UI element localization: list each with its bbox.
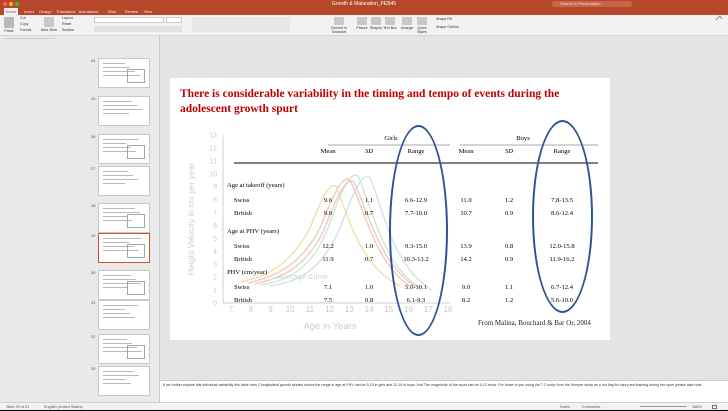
tab-design[interactable]: Design	[39, 9, 52, 14]
status-bar	[0, 402, 728, 410]
table-cell: 13.9	[460, 243, 472, 250]
slide-preview[interactable]	[98, 233, 150, 263]
picture-icon[interactable]	[357, 17, 367, 25]
table-cell: 1.1	[364, 197, 374, 204]
slide-preview[interactable]	[98, 300, 150, 330]
graph-y-tick: 1	[213, 287, 217, 295]
graph-y-tick: 6	[213, 222, 217, 230]
table-cell: 12.0-15.8	[549, 243, 575, 250]
table-cell: 11.9-16.2	[549, 256, 575, 263]
arrange-button[interactable]: Arrange	[400, 26, 414, 30]
picture-button[interactable]: Picture	[356, 26, 368, 30]
table-cell: 1.1	[504, 284, 514, 291]
table-cell: 0.7	[364, 210, 374, 217]
slide-number: 29	[91, 233, 96, 238]
table-cell: 0.9	[504, 210, 514, 217]
title-bar	[0, 0, 728, 8]
font-style-buttons[interactable]	[94, 26, 182, 32]
language-indicator[interactable]: English (United States)	[44, 405, 83, 409]
text-box-icon[interactable]	[385, 17, 395, 25]
graph-y-tick: 7	[213, 210, 217, 218]
group-header-boys: Boys	[516, 135, 530, 142]
paragraph-buttons[interactable]	[192, 17, 290, 32]
graph-y-tick: 4	[213, 248, 217, 256]
column-header: Range	[407, 148, 425, 155]
table-row-label: Swiss	[234, 243, 250, 250]
table-cell: 0.7	[364, 256, 374, 263]
convert-smartart-button[interactable]: Convert to SmartArt	[330, 26, 348, 34]
fit-to-window-icon[interactable]	[712, 405, 717, 409]
slide-number: 26	[91, 134, 96, 139]
slide-number: 25	[91, 96, 96, 101]
table-row-label: British	[234, 297, 252, 304]
slide-editor	[160, 36, 728, 380]
table-cell: 9.0	[323, 210, 333, 217]
layout-button[interactable]: Layout	[62, 16, 73, 20]
table-row-label: British	[234, 210, 252, 217]
graph-x-tick: 13	[344, 305, 354, 314]
graph-x-tick: 11	[305, 305, 315, 314]
column-header: Mean	[320, 148, 336, 155]
graph-y-tick: 2	[213, 274, 217, 282]
average-curve-label: Average Curve	[278, 272, 328, 281]
graph-x-tick: 8	[248, 305, 253, 314]
table-section-label: Age at PHV (years)	[227, 228, 280, 235]
graph-x-tick: 7	[228, 305, 234, 314]
ribbon-toolbar	[0, 15, 728, 36]
paste-icon[interactable]	[4, 17, 14, 28]
column-header: Mean	[458, 148, 474, 155]
quick-styles-button[interactable]: Quick Styles	[417, 26, 427, 34]
table-cell: 1.0	[364, 243, 374, 250]
boys-range-highlight-oval[interactable]	[532, 120, 593, 313]
tab-insert[interactable]: Insert	[23, 9, 34, 14]
tab-view[interactable]: View	[143, 9, 153, 14]
cut-button[interactable]: Cut	[20, 16, 26, 20]
table-cell: 0.8	[504, 243, 514, 250]
table-cell: 6.1-9.3	[406, 297, 426, 304]
table-cell: 9.6	[323, 197, 333, 204]
table-cell: 5.6-10.0	[551, 297, 573, 304]
table-cell: 0.9	[504, 256, 514, 263]
zoom-level[interactable]: 166%	[692, 405, 702, 409]
table-section-label: PHV (cm/year)	[227, 269, 268, 276]
arrange-icon[interactable]	[402, 17, 412, 25]
ribbon-tabs	[0, 8, 728, 15]
slide-preview[interactable]	[98, 270, 150, 300]
column-header: SD	[504, 148, 514, 155]
slide-thumbnail-pane[interactable]	[0, 36, 160, 402]
graph-y-tick: 8	[213, 197, 217, 205]
slide-counter: Slide 29 of 51	[6, 405, 30, 409]
copy-button[interactable]: Copy	[20, 22, 29, 26]
section-button[interactable]: Section	[62, 28, 74, 32]
slide-preview[interactable]	[98, 166, 150, 196]
table-cell: 6.7-12.4	[551, 284, 573, 291]
girls-range-highlight-oval[interactable]	[389, 125, 448, 336]
table-row-label: Swiss	[234, 284, 250, 291]
table-cell: 8.6-12.4	[551, 210, 573, 217]
graph-y-tick: 9	[213, 184, 217, 192]
table-cell: 7.8-13.5	[551, 197, 573, 204]
shapes-icon[interactable]	[371, 17, 381, 25]
slide-number: 33	[91, 366, 96, 371]
slide-preview[interactable]	[98, 366, 150, 396]
column-header: SD	[364, 148, 374, 155]
comments-button[interactable]: Comments	[582, 405, 601, 409]
table-cell: 6.6-12.9	[405, 197, 427, 204]
font-name-select[interactable]	[94, 17, 164, 23]
tab-slide-show[interactable]: Slide	[107, 9, 117, 14]
graph-x-axis-label: Age in Years	[303, 321, 357, 332]
table-row-label: British	[234, 256, 252, 263]
graph-y-tick: 13	[209, 132, 217, 140]
slide-number: 24	[91, 58, 96, 63]
graph-y-tick: 10	[209, 171, 217, 179]
table-cell: 5.0-10.1	[405, 284, 427, 291]
tab-review[interactable]: Review	[124, 9, 139, 14]
slide-preview[interactable]	[98, 96, 150, 126]
shape-outline-button[interactable]: Shape Outline	[436, 25, 459, 29]
table-cell: 7.7-10.0	[405, 210, 427, 217]
graph-y-tick: 11	[209, 158, 217, 166]
slide-canvas[interactable]	[170, 78, 610, 340]
graph-y-tick: 5	[213, 235, 217, 243]
reset-button[interactable]: Reset	[62, 22, 72, 26]
graph-x-tick: 10	[285, 305, 295, 314]
notes-button[interactable]: Notes	[560, 405, 570, 409]
quick-styles-icon[interactable]	[417, 17, 427, 25]
slide-preview[interactable]	[98, 134, 150, 164]
graph-x-tick: 12	[325, 305, 335, 314]
collapse-ribbon-icon[interactable]	[715, 15, 722, 22]
slide-number: 30	[91, 270, 96, 275]
text-box-button[interactable]: Text Box	[383, 26, 397, 30]
graph-x-tick: 17	[423, 305, 433, 314]
graph-x-tick: 16	[404, 305, 413, 314]
graph-x-tick: 14	[364, 305, 374, 314]
slide-title[interactable]: There is considerable variability in the timing and tempo of events during the adolescent growth spurt	[180, 88, 560, 115]
graph-x-tick: 9	[268, 305, 273, 314]
search-presentation-input[interactable]: Search in Presentation	[552, 1, 632, 7]
table-cell: 11.0	[460, 197, 472, 204]
table-cell: 9.3-15.0	[405, 243, 427, 250]
slide-preview[interactable]	[98, 203, 150, 233]
table-cell: 10.7	[460, 210, 472, 217]
table-cell: 1.2	[504, 197, 514, 204]
table-cell: 8.2	[461, 297, 471, 304]
table-cell: 0.8	[364, 297, 374, 304]
slide-number: 32	[91, 334, 96, 339]
table-cell: 10.3-13.2	[403, 256, 429, 263]
table-cell: 12.2	[322, 243, 334, 250]
slide-preview[interactable]	[98, 334, 150, 364]
tab-home[interactable]: Home	[5, 9, 17, 14]
zoom-slider[interactable]	[640, 406, 686, 407]
table-cell: 7.5	[323, 297, 333, 304]
thumbnail-text-fragment: —————————————————	[4, 36, 55, 40]
speaker-notes[interactable]: If we further explore this individual variability this table from 2 longitudinal growth studies shows the range in age at PHV can be 9-15 in girls and 12-16 in boys. And The magnitude of the spurt can be 5-12 cm/yr. For those of you using the 7.2 cm/yr from the Kemper study as a not flag for injury and training during the spurt please take note.	[160, 380, 728, 402]
table-cell: 11.9	[322, 256, 334, 263]
column-header: Range	[553, 148, 571, 155]
tab-transitions[interactable]: Transitions	[56, 9, 76, 14]
graph-x-tick: 15	[384, 305, 394, 314]
slide-number: 27	[91, 166, 96, 171]
table-cell: 7.1	[323, 284, 333, 291]
graph-y-axis-label: Height Velocity in cm per year	[186, 162, 196, 276]
table-section-label: Age at takeoff (years)	[227, 182, 285, 189]
table-row-label: Swiss	[234, 197, 250, 204]
graph-y-tick: 0	[213, 300, 217, 308]
shapes-button[interactable]: Shapes	[369, 26, 383, 30]
tab-animations[interactable]: Animations	[78, 9, 99, 14]
slide-number: 31	[91, 300, 96, 305]
paste-button[interactable]: Paste	[4, 29, 14, 33]
slide-number: 28	[91, 203, 96, 208]
graph-x-tick: 18	[443, 305, 453, 314]
group-header-girls: Girls	[384, 135, 398, 142]
graph-y-tick: 12	[209, 145, 217, 153]
font-size-select[interactable]	[166, 17, 182, 23]
graph-y-tick: 3	[213, 261, 217, 269]
new-slide-icon[interactable]	[44, 17, 54, 27]
source-credit: From Malina, Bouchard & Bar Or, 2004	[478, 319, 591, 327]
window-title: Growth & Maturation_PEB45	[331, 1, 397, 7]
convert-smartart-icon[interactable]	[334, 17, 344, 25]
table-cell: 9.0	[461, 284, 471, 291]
shape-fill-button[interactable]: Shape Fill	[436, 17, 452, 21]
format-button[interactable]: Format	[20, 28, 32, 32]
new-slide-button[interactable]: New Slide	[40, 28, 58, 32]
table-cell: 1.2	[504, 297, 514, 304]
table-cell: 1.0	[364, 284, 374, 291]
table-cell: 14.2	[460, 256, 472, 263]
slide-preview[interactable]	[98, 58, 150, 88]
